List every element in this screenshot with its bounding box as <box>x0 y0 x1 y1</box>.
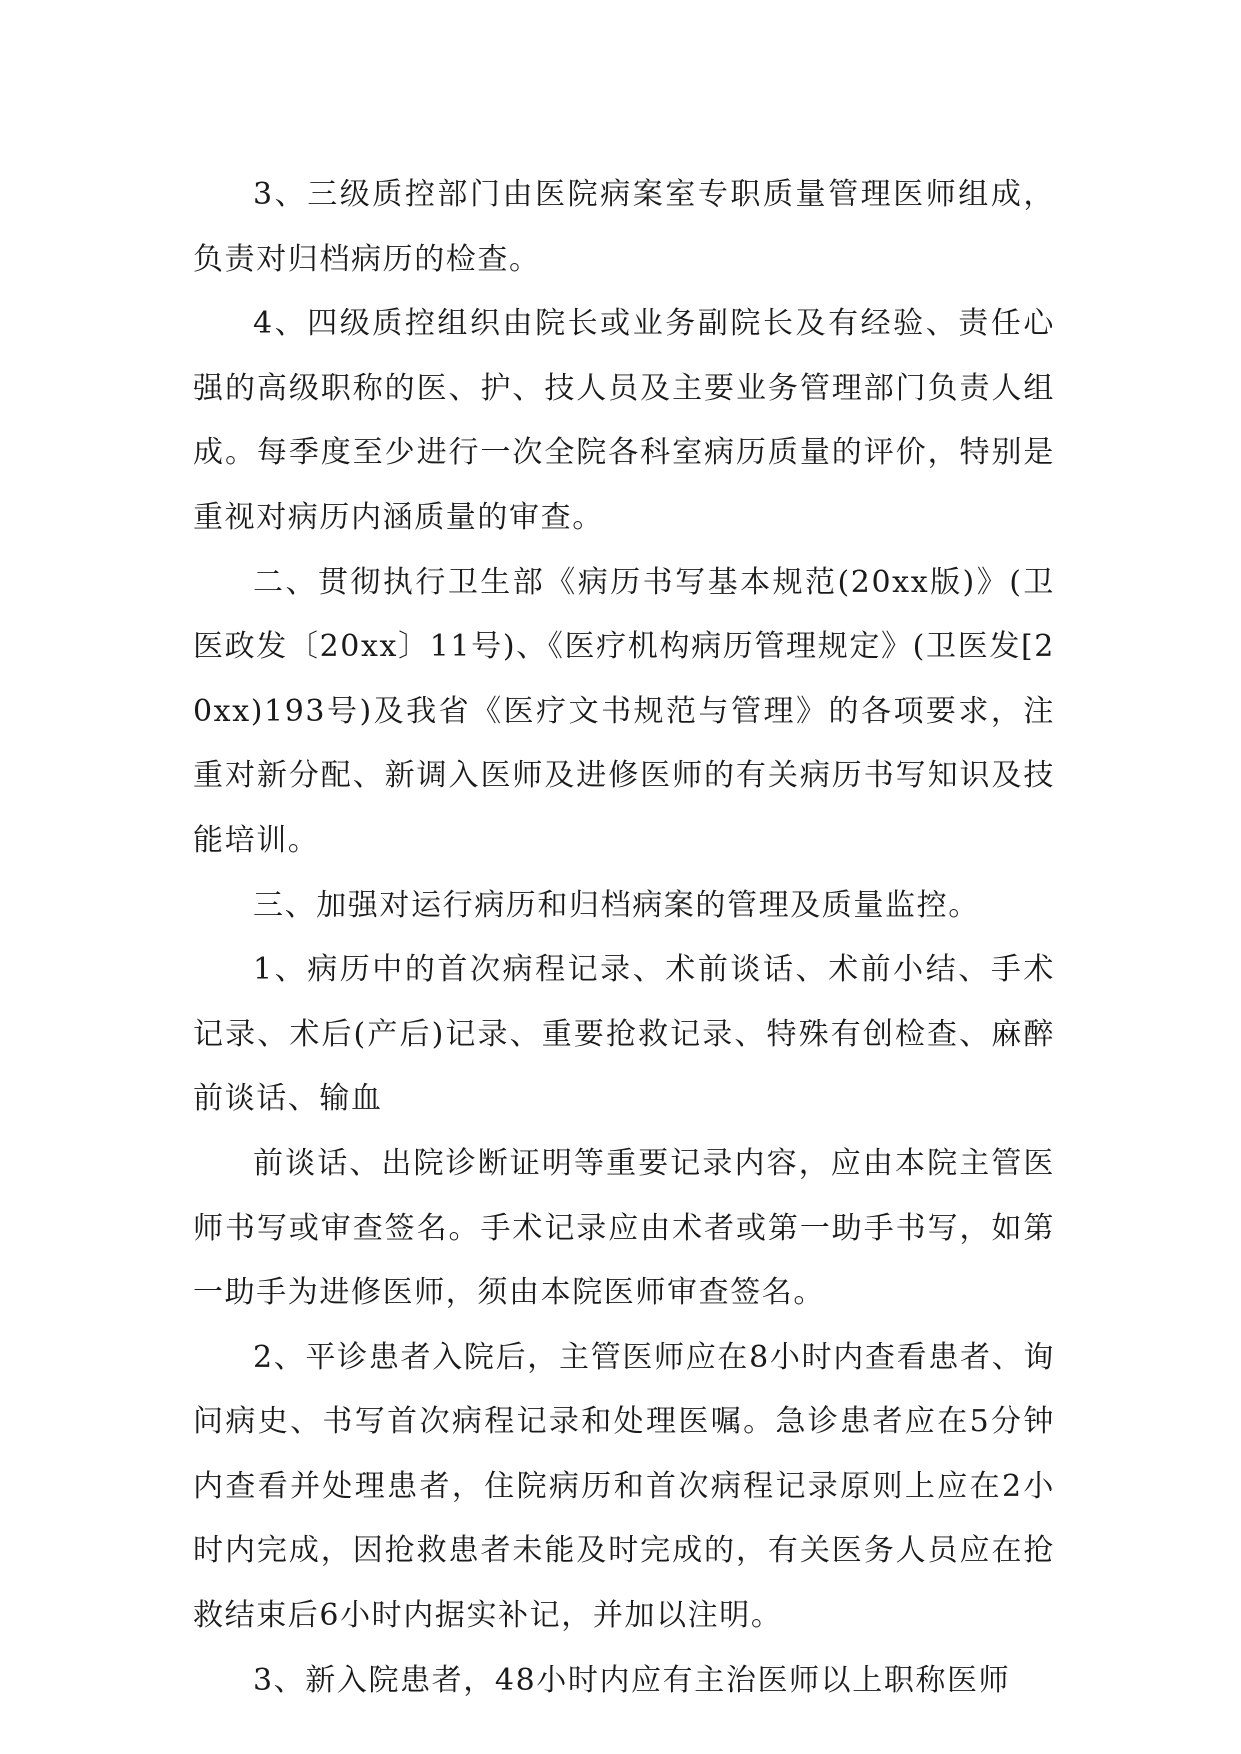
paragraph-third-level-qc: 3、三级质控部门由医院病案室专职质量管理医师组成，负责对归档病历的检查。 <box>193 177 1055 277</box>
paragraph-item-1-continued: 前谈话、出院诊断证明等重要记录内容，应由本院主管医师书写或审查签名。手术记录应由术者或第一助手书写，如第一助手为进修医师，须由本院医师审查签名。 <box>193 1145 1055 1311</box>
paragraph-item-2-admission: 2、平诊患者入院后，主管医师应在8小时内查看患者、询问病史、书写首次病程记录和处理医嘱。急诊患者应在5分钟内查看并处理患者，住院病历和首次病程记录原则上应在2小时内完成，因抢救患者未能及时完成的，有关医务人员应在抢救结束后6小时内据实补记，并加以注明。 <box>193 1339 1055 1634</box>
paragraph-implement-standards: 二、贯彻执行卫生部《病历书写基本规范(20xx版)》(卫医政发〔20xx〕11号)、《医疗机构病历管理规定》(卫医发[20xx)193号)及我省《医疗文书规范与管理》的各项要求，注重对新分配、新调入医师及进修医师的有关病历书写知识及技能培训。 <box>193 564 1055 858</box>
paragraph-fourth-level-qc: 4、四级质控组织由院长或业务副院长及有经验、责任心强的高级职称的医、护、技人员及主要业务管理部门负责人组成。每季度至少进行一次全院各科室病历质量的评价，特别是重视对病历内涵质量的审查。 <box>193 306 1055 535</box>
body-text <box>193 163 1055 1713</box>
paragraph-item-3-new-patients: 3、新入院患者，48小时内应有主治医师以上职称医师 <box>253 1662 1011 1698</box>
paragraph-strengthen-management: 三、加强对运行病历和归档病案的管理及质量监控。 <box>253 887 980 923</box>
paragraph-item-1-records: 1、病历中的首次病程记录、术前谈话、术前小结、手术记录、术后(产后)记录、重要抢救记录、特殊有创检查、麻醉前谈话、输血 <box>193 952 1055 1117</box>
